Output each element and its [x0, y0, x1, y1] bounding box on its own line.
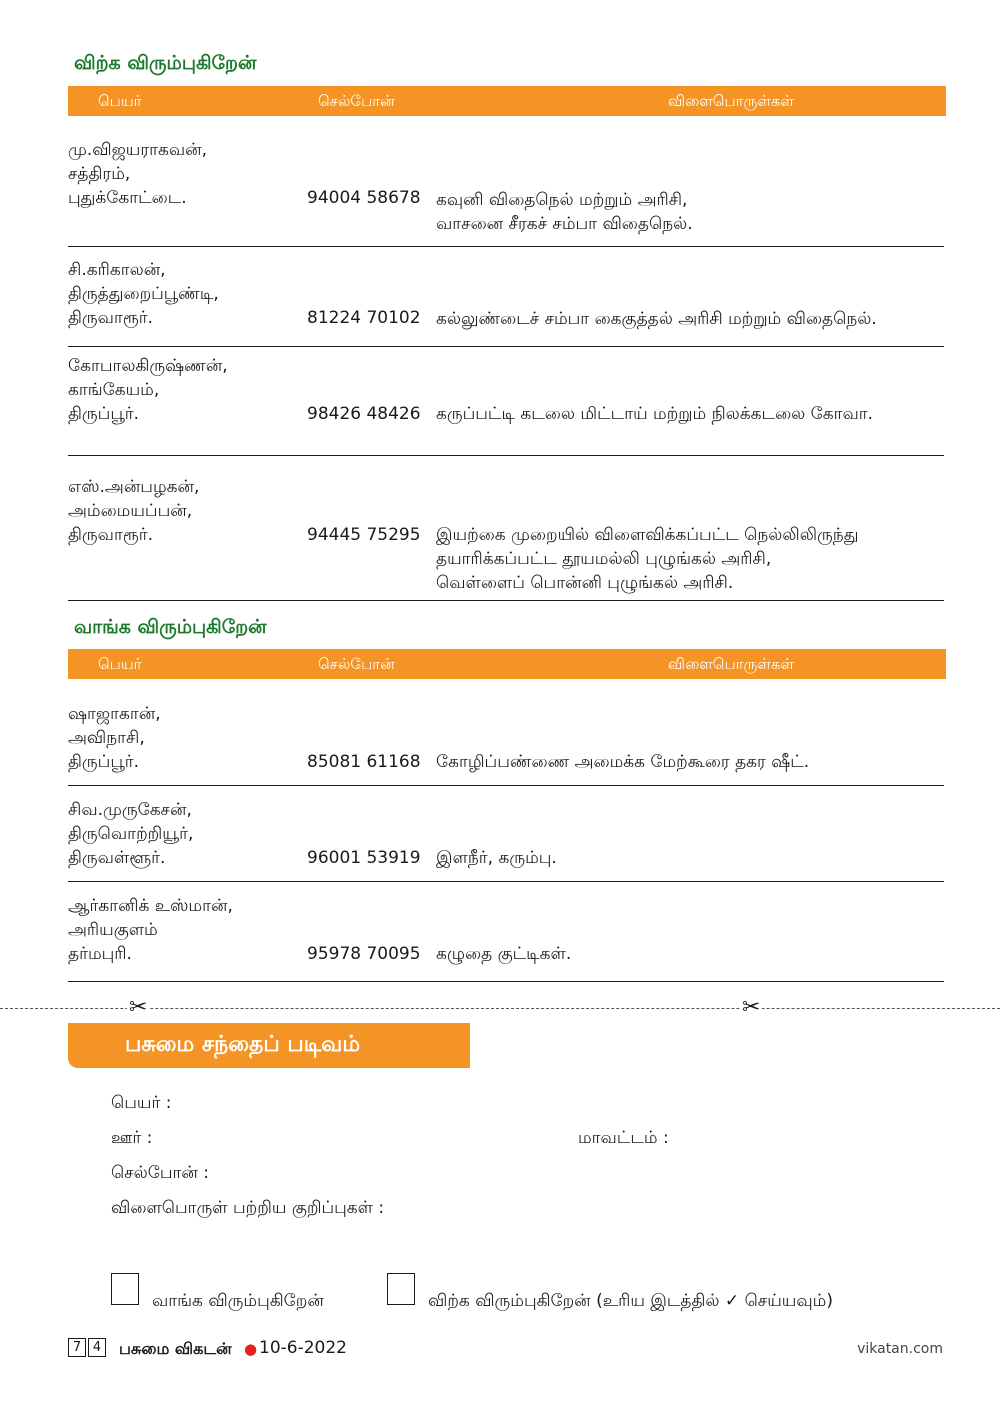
name-line: கோபாலகிருஷ்ணன்,	[68, 356, 228, 376]
seller-name	[68, 475, 199, 547]
product-line: வெள்ளைப் பொன்னி புழுங்கல் அரிசி.	[436, 573, 734, 593]
name-line: ஷாஜாகான்,	[68, 704, 161, 724]
buyer-name	[68, 894, 233, 966]
place-line: அவிநாசி,	[68, 728, 145, 748]
name-line: எஸ்.அன்பழகன்,	[68, 477, 200, 497]
seller-products	[436, 188, 693, 236]
seller-name	[68, 138, 207, 210]
buy-checkbox[interactable]	[111, 1273, 139, 1305]
product-line: இளநீர், கரும்பு.	[436, 848, 557, 868]
seller-phone: 98426 48426	[307, 404, 421, 424]
product-line: கோழிப்பண்ணை அமைக்க மேற்கூரை தகர ஷீட்.	[436, 752, 810, 772]
buyer-phone: 95978 70095	[307, 944, 421, 964]
name-line: சி.கரிகாலன்,	[68, 260, 166, 280]
header-products: விளைபொருள்கள்	[668, 655, 795, 673]
name-line: சிவ.முருகேசன்,	[68, 800, 192, 820]
buyer-name	[68, 702, 161, 774]
buyer-products	[436, 750, 809, 774]
buyer-products	[436, 846, 557, 870]
buyer-name	[68, 798, 193, 870]
place-line: அரியகுளம்	[68, 920, 158, 940]
buy-section-title: வாங்க விரும்புகிறேன்	[74, 616, 267, 638]
district-line: திருவாரூர்.	[68, 525, 154, 545]
buy-option-label: வாங்க விரும்புகிறேன்	[152, 1291, 324, 1311]
header-name: பெயர்	[98, 92, 142, 110]
sell-row-1	[68, 116, 944, 247]
district-line: திருப்பூர்.	[68, 404, 139, 424]
issue-date: 10-6-2022	[259, 1338, 347, 1358]
page-number	[68, 1338, 106, 1357]
sell-row-3	[68, 347, 944, 456]
buy-table-header	[68, 649, 946, 679]
product-line: வாசனை சீரகச் சம்பா விதைநெல்.	[436, 214, 693, 234]
seller-products	[436, 402, 873, 426]
product-line: கருப்பட்டி கடலை மிட்டாய் மற்றும் நிலக்கடலை கோவா.	[436, 404, 874, 424]
buyer-products	[436, 942, 571, 966]
scissors-icon: ✂	[742, 995, 761, 1020]
sell-section-title: விற்க விரும்புகிறேன்	[74, 52, 257, 74]
seller-phone: 94445 75295	[307, 525, 421, 545]
seller-name	[68, 258, 219, 330]
buy-row-1	[68, 679, 944, 786]
site-url[interactable]: vikatan.com	[857, 1341, 943, 1357]
page-digit: 4	[88, 1338, 106, 1357]
magazine-name: பசுமை விகடன்	[119, 1339, 232, 1358]
place-line: அம்மையப்பன்,	[68, 501, 193, 521]
form-title: பசுமை சந்தைப் படிவம்	[125, 1032, 361, 1057]
seller-name	[68, 354, 228, 426]
bullet-dot: ●	[244, 1340, 258, 1358]
form-district-label: மாவட்டம் :	[578, 1128, 669, 1148]
product-line: கவுனி விதைநெல் மற்றும் அரிசி,	[436, 190, 688, 210]
seller-phone: 94004 58678	[307, 188, 421, 208]
cut-line	[0, 1008, 1000, 1009]
header-products: விளைபொருள்கள்	[668, 92, 795, 110]
form-name-label: பெயர் :	[111, 1093, 172, 1113]
form-village-label: ஊர் :	[111, 1128, 153, 1148]
place-line: சத்திரம்,	[68, 164, 131, 184]
form-title-tab	[68, 1023, 470, 1068]
header-phone: செல்போன்	[318, 655, 395, 673]
header-phone: செல்போன்	[318, 92, 395, 110]
place-line: திருவொற்றியூர்,	[68, 824, 194, 844]
product-line: கல்லுண்டைச் சம்பா கைகுத்தல் அரிசி மற்றும் விதைநெல்.	[436, 309, 877, 329]
place-line: காங்கேயம்,	[68, 380, 160, 400]
buyer-phone: 85081 61168	[307, 752, 421, 772]
district-line: திருப்பூர்.	[68, 752, 139, 772]
buy-row-2	[68, 786, 944, 882]
form-phone-label: செல்போன் :	[111, 1163, 209, 1183]
sell-checkbox[interactable]	[387, 1273, 415, 1305]
product-line: தயாரிக்கப்பட்ட தூயமல்லி புழுங்கல் அரிசி,	[436, 549, 772, 569]
scissors-icon: ✂	[129, 995, 148, 1020]
page-digit: 7	[68, 1338, 86, 1357]
product-line: கழுதை குட்டிகள்.	[436, 944, 572, 964]
product-line: இயற்கை முறையில் விளைவிக்கப்பட்ட நெல்லிலிருந்து	[436, 525, 859, 545]
seller-products	[436, 523, 858, 595]
seller-products	[436, 307, 877, 331]
sell-row-2	[68, 247, 944, 347]
sell-option-label: விற்க விரும்புகிறேன் (உரிய இடத்தில் ✓ செய்யவும்)	[428, 1291, 833, 1311]
name-line: மு.விஜயராகவன்,	[68, 140, 208, 160]
seller-phone: 81224 70102	[307, 308, 421, 328]
sell-table-header	[68, 86, 946, 116]
name-line: ஆர்கானிக் உஸ்மான்,	[68, 896, 233, 916]
place-line: திருத்துறைப்பூண்டி,	[68, 284, 219, 304]
sell-row-4	[68, 456, 944, 601]
form-notes-label: விளைபொருள் பற்றிய குறிப்புகள் :	[111, 1198, 385, 1218]
header-name: பெயர்	[98, 655, 142, 673]
district-line: தர்மபுரி.	[68, 944, 132, 964]
district-line: திருவாரூர்.	[68, 308, 154, 328]
buyer-phone: 96001 53919	[307, 848, 421, 868]
district-line: புதுக்கோட்டை.	[68, 188, 187, 208]
buy-row-3	[68, 882, 944, 982]
district-line: திருவள்ளூர்.	[68, 848, 166, 868]
